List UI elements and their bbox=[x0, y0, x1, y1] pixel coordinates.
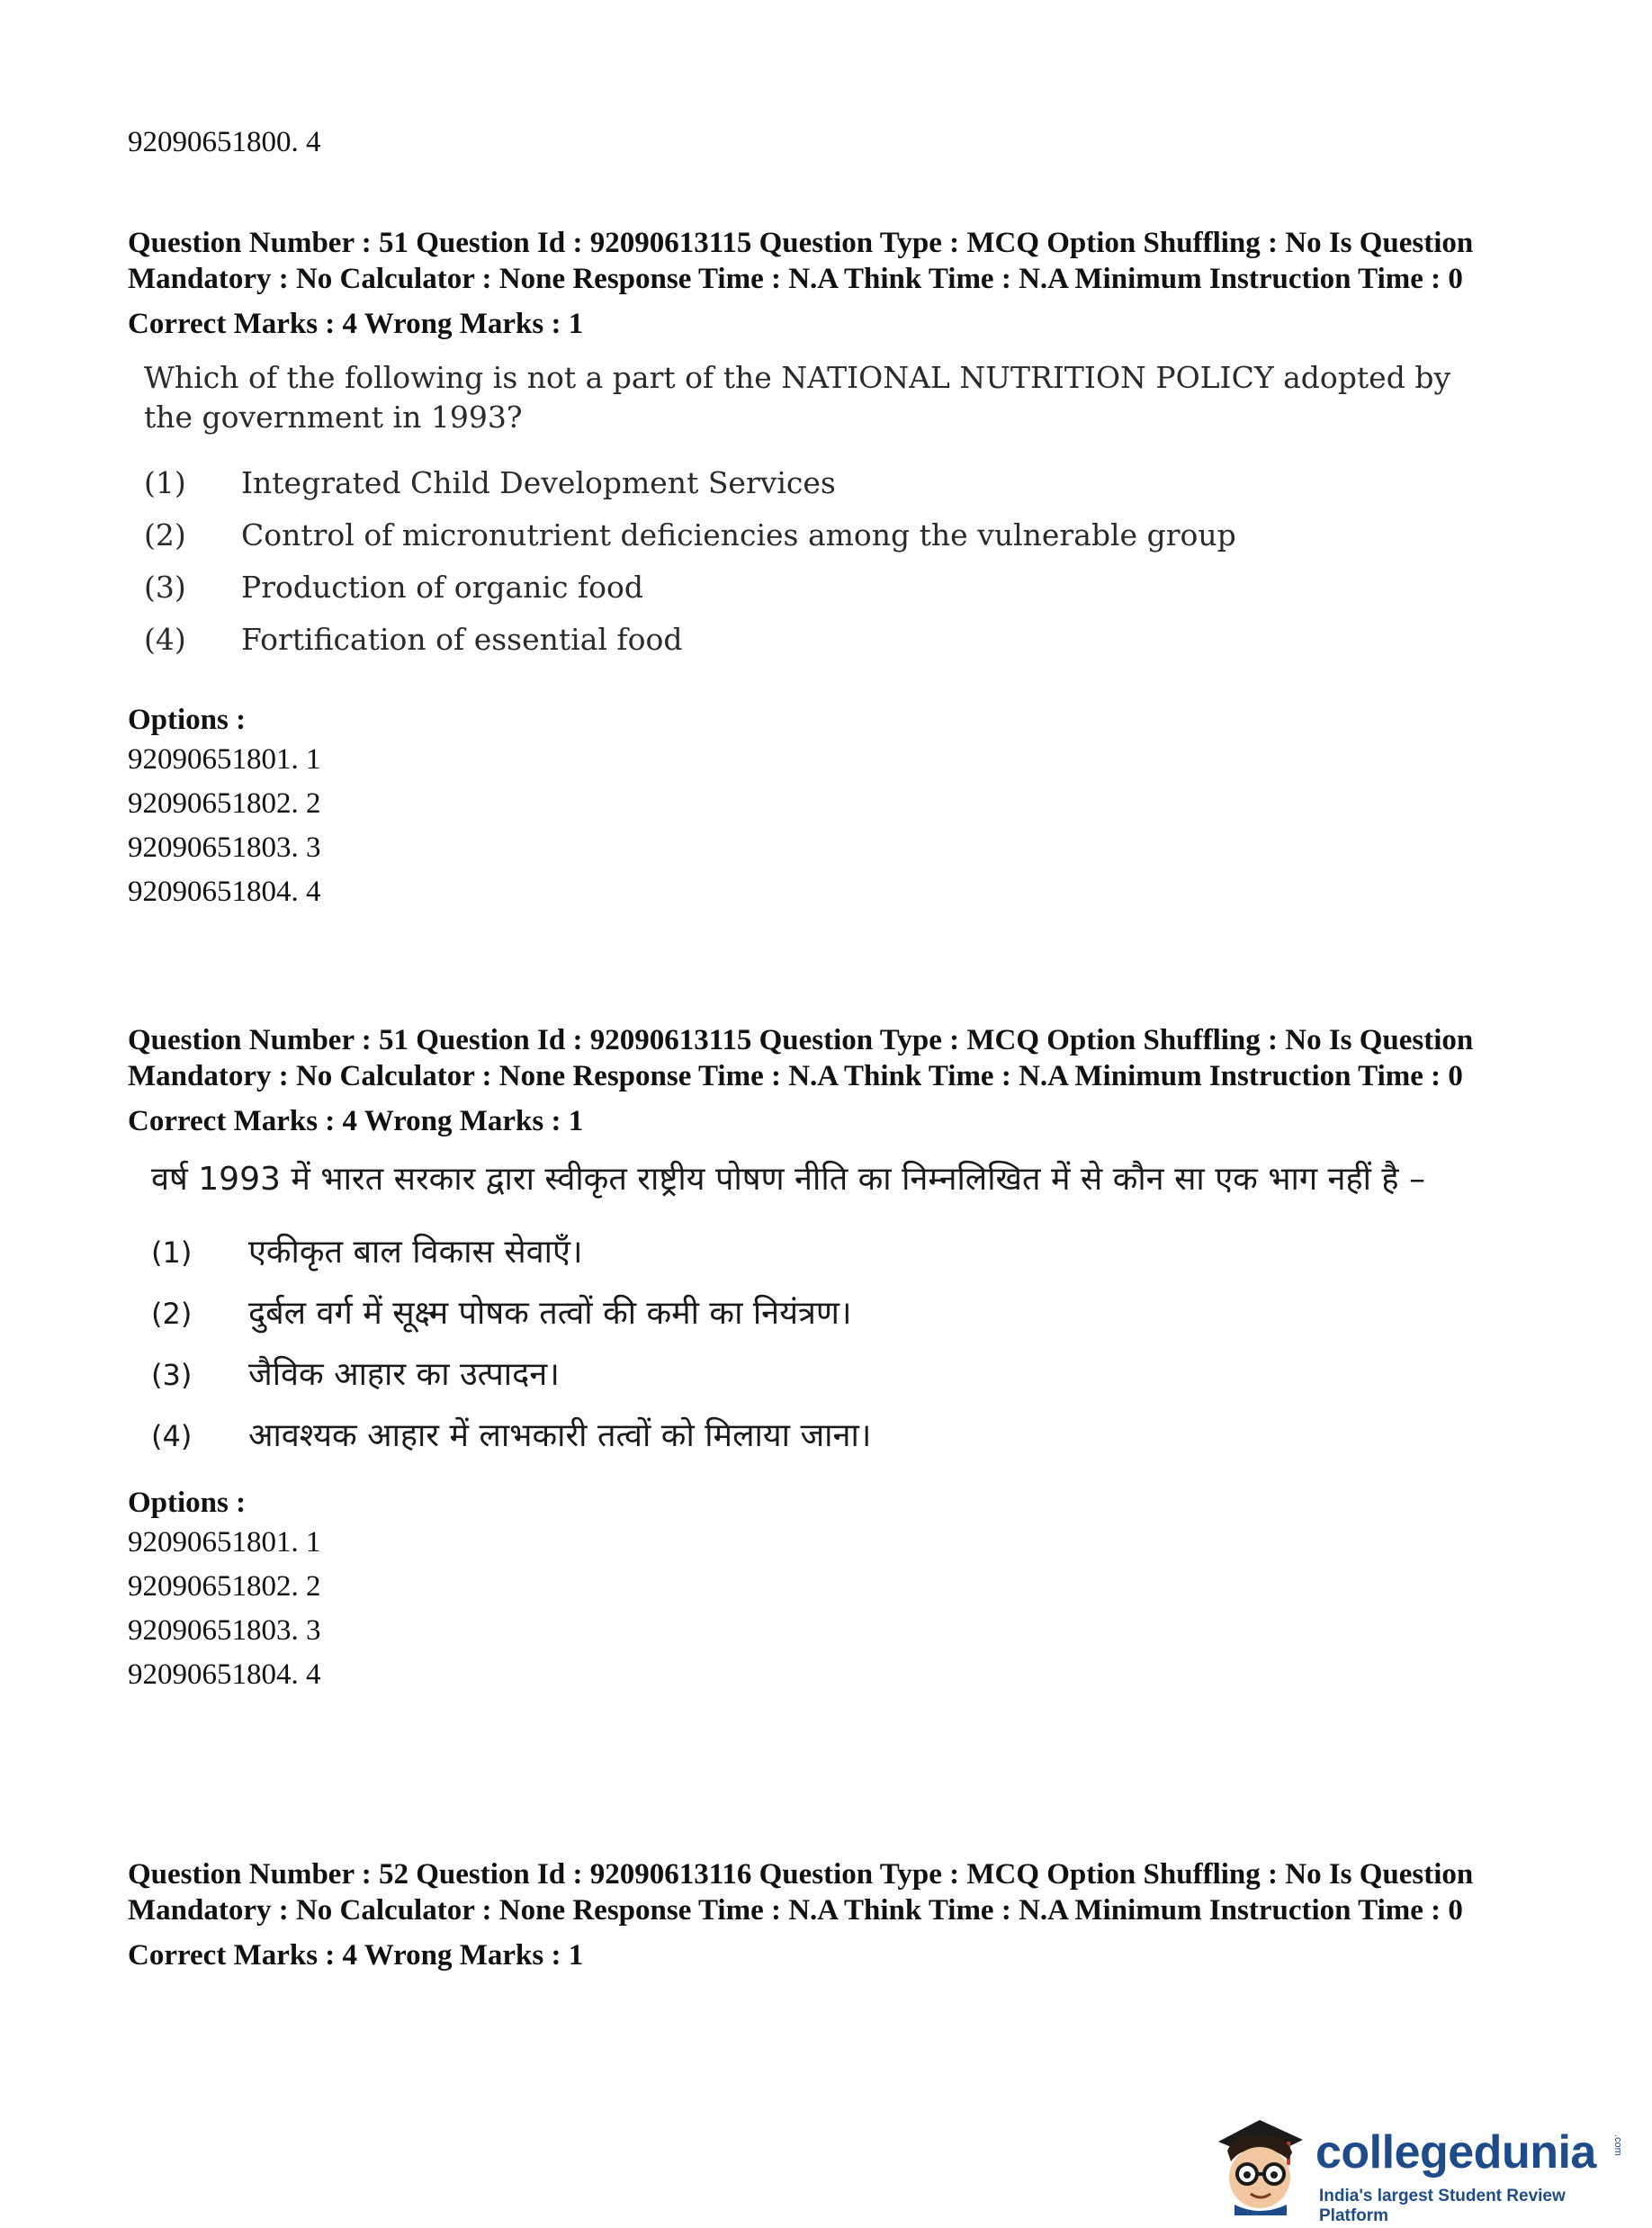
choice-text: Fortification of essential food bbox=[241, 622, 683, 657]
option-line: 92090651801. 1 bbox=[128, 743, 321, 776]
choice-row bbox=[151, 1222, 1501, 1283]
choice-row bbox=[144, 457, 1495, 509]
question-block-english bbox=[128, 225, 1495, 914]
option-line: 92090651803. 3 bbox=[128, 831, 321, 864]
choice-text: दुर्बल वर्ग में सूक्ष्म पोषक तत्वों की कमी का नियंत्रण। bbox=[248, 1295, 852, 1332]
logo-wordmark: collegedunia bbox=[1315, 2126, 1596, 2179]
choice-text: एकीकृत बाल विकास सेवाएँ। bbox=[248, 1234, 583, 1271]
choice-text: आवश्यक आहार में लाभकारी तत्वों को मिलाया जाना। bbox=[248, 1417, 872, 1454]
option-line: 92090651802. 2 bbox=[128, 1570, 321, 1603]
choice-text: Production of organic food bbox=[241, 570, 643, 605]
choice-number: (1) bbox=[151, 1235, 193, 1270]
options-label: Options : bbox=[128, 1487, 247, 1519]
choice-text: Control of micronutrient deficiencies among the vulnerable group bbox=[241, 517, 1236, 553]
choice-number: (1) bbox=[144, 465, 186, 500]
choice-row bbox=[144, 561, 1495, 614]
choice-row bbox=[151, 1283, 1501, 1344]
question-meta: Question Number : 52 Question Id : 92090613116 Question Type : MCQ Option Shuffling : No Is Question Mandatory : No Calculator : None Response Time : N.A Think Time : N.A Minimum Instruction Time : 0 bbox=[128, 1858, 1474, 1927]
question-marks: Correct Marks : 4 Wrong Marks : 1 bbox=[128, 1105, 584, 1137]
option-line: 92090651804. 4 bbox=[128, 1658, 321, 1691]
question-marks: Correct Marks : 4 Wrong Marks : 1 bbox=[128, 308, 584, 340]
choice-row bbox=[144, 614, 1495, 666]
question-block-next bbox=[128, 1856, 1495, 1973]
choice-row bbox=[151, 1406, 1501, 1467]
options-list bbox=[128, 702, 1495, 914]
choice-number: (4) bbox=[144, 622, 186, 657]
options-list bbox=[128, 1485, 1501, 1697]
logo-suffix: .com bbox=[1612, 2134, 1623, 2156]
mascot-icon bbox=[1209, 2107, 1310, 2215]
choice-text: जैविक आहार का उत्पादन। bbox=[248, 1356, 560, 1393]
option-line: 92090651803. 3 bbox=[128, 1614, 321, 1647]
option-line: 92090651801. 1 bbox=[128, 1526, 321, 1559]
logo-tagline: India's largest Student Review Platform bbox=[1319, 2187, 1566, 2225]
option-line: 92090651804. 4 bbox=[128, 876, 321, 908]
question-image-hindi bbox=[151, 1155, 1501, 1467]
choice-number: (3) bbox=[151, 1358, 193, 1392]
choice-row bbox=[144, 509, 1495, 561]
previous-option-line: 92090651800. 4 bbox=[128, 126, 321, 158]
choice-number: (3) bbox=[144, 570, 186, 605]
option-line: 92090651802. 2 bbox=[128, 787, 321, 820]
question-text: Which of the following is not a part of the NATIONAL NUTRITION POLICY adopted by the government in 1993? bbox=[144, 360, 1451, 435]
question-image-english bbox=[144, 358, 1495, 666]
collegedunia-logo[interactable] bbox=[1209, 2107, 1632, 2225]
choice-number: (2) bbox=[151, 1297, 193, 1331]
options-label: Options : bbox=[128, 704, 247, 736]
question-block-hindi bbox=[128, 1022, 1501, 1697]
choice-row bbox=[151, 1344, 1501, 1406]
choice-number: (4) bbox=[151, 1419, 193, 1453]
choice-number: (2) bbox=[144, 517, 186, 553]
question-text: वर्ष 1993 में भारत सरकार द्वारा स्वीकृत राष्ट्रीय पोषण नीति का निम्नलिखित में से कौन सा एक भाग नहीं है – bbox=[151, 1161, 1425, 1198]
question-marks: Correct Marks : 4 Wrong Marks : 1 bbox=[128, 1939, 584, 1972]
choice-text: Integrated Child Development Services bbox=[241, 465, 836, 500]
question-meta: Question Number : 51 Question Id : 92090613115 Question Type : MCQ Option Shuffling : No Is Question Mandatory : No Calculator : None Response Time : N.A Think Time : N.A Minimum Instruction Time : 0 bbox=[128, 1024, 1474, 1092]
question-meta: Question Number : 51 Question Id : 92090613115 Question Type : MCQ Option Shuffling : No Is Question Mandatory : No Calculator : None Response Time : N.A Think Time : N.A Minimum Instruction Time : 0 bbox=[128, 227, 1474, 295]
